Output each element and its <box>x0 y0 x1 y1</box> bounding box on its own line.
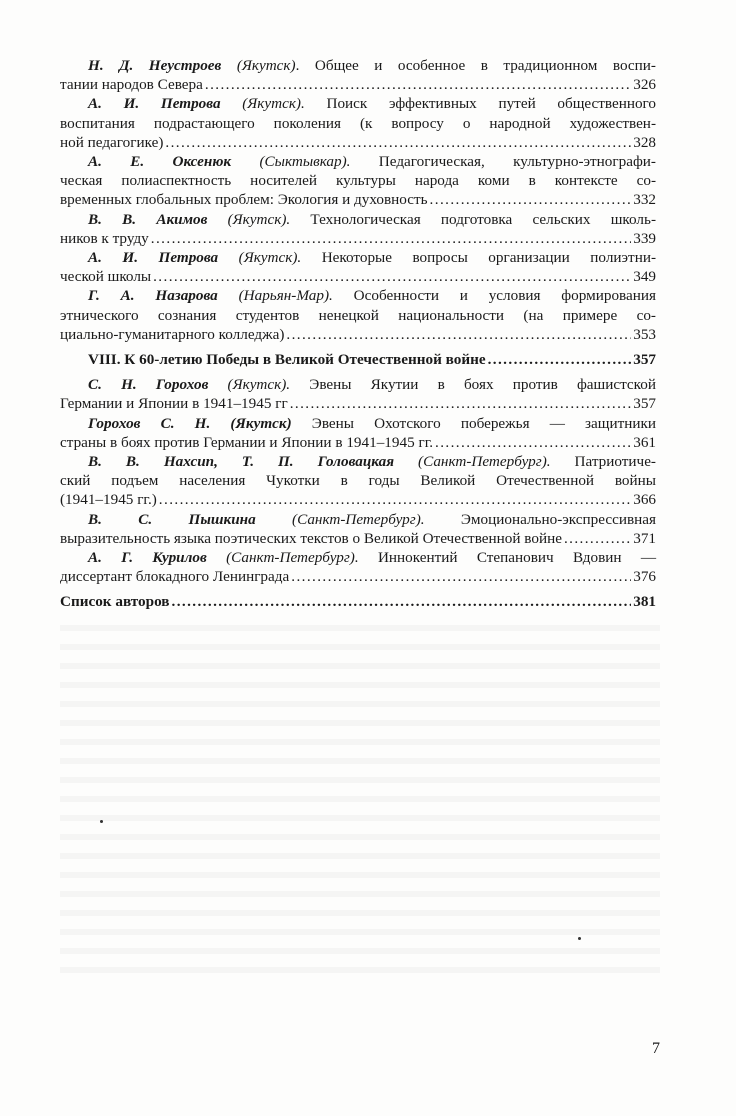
entry-author: В. В. Нахсип, Т. П. Головацкая <box>88 453 395 471</box>
entry-title-end: страны в боях против Германии и Японии в 1941–1945 гг. <box>60 433 434 451</box>
leader-dots <box>291 567 631 586</box>
entry-title: Особенности и условия формирования <box>332 287 656 305</box>
toc-section-heading[interactable] <box>60 350 656 369</box>
entry-city: (Якутск) <box>236 57 296 74</box>
section-page: 357 <box>633 351 656 369</box>
toc-entry[interactable] <box>60 286 656 344</box>
toc-entry[interactable] <box>60 56 656 94</box>
entry-author: Г. А. Назарова <box>88 287 218 305</box>
entry-title-end: ников к труду <box>60 229 149 247</box>
toc-entry[interactable] <box>60 452 656 510</box>
entry-page: 353 <box>633 325 656 343</box>
entry-city: (Якутск). <box>227 376 291 394</box>
entry-city: (Санкт-Петербург). <box>226 549 359 567</box>
entry-title-end: временных глобальных проблем: Экология и духовность <box>60 191 428 209</box>
entry-page: 357 <box>633 395 656 413</box>
entry-title-end: (1941–1945 гг.) <box>60 491 157 509</box>
entry-title-line: этнического сознания студентов ненецкой национальности (на примере со- <box>60 306 656 324</box>
entry-page: 376 <box>633 568 656 586</box>
paper-speck <box>100 820 103 823</box>
entry-title: Некоторые вопросы организации полиэтни- <box>301 249 657 267</box>
entry-page: 361 <box>633 433 656 451</box>
entry-page: 366 <box>633 491 656 509</box>
entry-title-end: циально-гуманитарного колледжа) <box>60 325 285 343</box>
entry-title: Эвены Охотского побережья — защитники <box>291 414 656 432</box>
leader-dots <box>153 267 631 286</box>
entry-city: (Нарьян-Мар). <box>238 287 333 305</box>
entry-title-line: ческая полиаспектность носителей культуры народа коми в контексте со- <box>60 172 656 190</box>
entry-city: (Санкт-Петербург). <box>418 453 551 471</box>
entry-title: Технологическая подготовка сельских школь- <box>290 210 656 228</box>
entry-title: Педагогическая, культурно-этнографи- <box>350 153 656 171</box>
entry-title: Иннокентий Степанович Вдовин — <box>358 549 657 567</box>
entry-title-end: тании народов Севера <box>60 76 203 94</box>
entry-title-line: ский подъем населения Чукотки в годы Великой Отечественной войны <box>60 472 656 490</box>
entry-title-line: воспитания подрастающего поколения (к вопросу о народной художествен- <box>60 114 656 132</box>
toc-entry[interactable] <box>60 248 656 286</box>
leader-dots <box>286 325 631 344</box>
section-title: VIII. К 60-летию Победы в Великой Отечественной войне <box>88 351 486 369</box>
entry-title: Поиск эффективных путей общественного <box>304 95 657 113</box>
toc-entry[interactable] <box>60 152 656 210</box>
entry-author: Н. Д. Неустроев <box>88 57 222 74</box>
entry-page: 371 <box>633 529 656 547</box>
paper-speck <box>578 937 581 940</box>
toc-entry[interactable] <box>60 210 656 248</box>
entry-city: (Якутск). <box>227 210 291 228</box>
entry-city: (Сыктывкар). <box>259 153 351 171</box>
toc-entry[interactable] <box>60 548 656 586</box>
entry-city: (Санкт-Петербург). <box>292 510 425 528</box>
toc-entry[interactable] <box>60 375 656 413</box>
entry-city: (Якутск). <box>242 95 305 113</box>
entry-title: . Общее и особенное в традиционном воспи- <box>295 57 656 74</box>
leader-dots <box>159 490 631 509</box>
toc-authors-list[interactable] <box>60 592 656 611</box>
authors-list-page: 381 <box>633 593 656 611</box>
entry-title-end: Германии и Японии в 1941–1945 гг <box>60 395 288 413</box>
page-number: 7 <box>652 1040 660 1057</box>
entry-title-end: ческой школы <box>60 268 152 286</box>
leader-dots <box>435 433 631 452</box>
entry-author: В. В. Акимов <box>88 210 208 228</box>
entry-author: А. Е. Оксенюк <box>88 153 232 171</box>
leader-dots <box>165 133 631 152</box>
table-of-contents <box>60 56 656 618</box>
entry-title-end: ной педагогике) <box>60 133 164 151</box>
leader-dots <box>488 350 632 369</box>
leader-dots <box>205 75 631 94</box>
entry-page: 339 <box>633 229 656 247</box>
leader-dots <box>430 190 632 209</box>
entry-author: А. Г. Курилов <box>88 549 207 567</box>
leader-dots <box>564 529 631 548</box>
entry-author: С. Н. Горохов <box>88 376 209 394</box>
entry-title: Патриотиче- <box>550 453 656 471</box>
toc-entry[interactable] <box>60 94 656 152</box>
entry-page: 328 <box>633 133 656 151</box>
page-bleed-through <box>60 615 660 985</box>
entry-page: 349 <box>633 268 656 286</box>
entry-title-end: выразительность языка поэтических текстов о Великой Отечественной войне <box>60 529 562 547</box>
entry-title: Эмоционально-экспрессивная <box>424 510 657 528</box>
entry-author: А. И. Петрова <box>88 95 221 113</box>
entry-city: (Якутск). <box>238 249 302 267</box>
leader-dots <box>151 229 631 248</box>
entry-title-end: диссертант блокадного Ленинграда <box>60 568 290 586</box>
leader-dots <box>172 592 632 611</box>
toc-entry[interactable] <box>60 510 656 548</box>
entry-author: Горохов С. Н. (Якутск) <box>88 414 292 432</box>
entry-author: В. С. Пышкина <box>88 510 256 528</box>
leader-dots <box>290 394 632 413</box>
entry-title: Эвены Якутии в боях против фашистской <box>290 376 657 394</box>
entry-author: А. И. Петрова <box>88 249 219 267</box>
entry-page: 332 <box>633 191 656 209</box>
authors-list-title: Список авторов <box>60 593 170 611</box>
toc-entry[interactable] <box>60 414 656 452</box>
entry-page: 326 <box>633 76 656 94</box>
